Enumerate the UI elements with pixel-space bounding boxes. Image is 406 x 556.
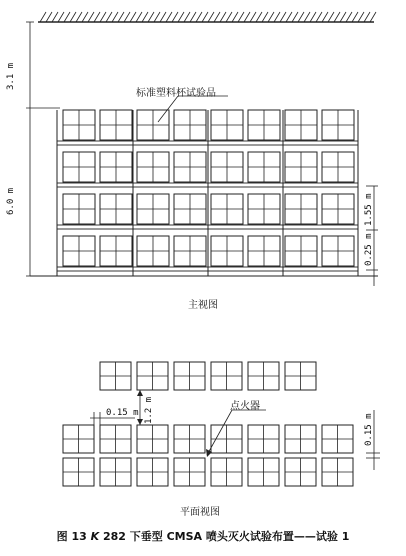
dim-aisle-arrow-bottom (137, 419, 143, 425)
caption-text: 282 下垂型 CMSA 喷头灭火试验布置——试验 1 (102, 530, 350, 543)
hatch-stroke (136, 12, 142, 22)
hatch-stroke (292, 12, 298, 22)
hatch-stroke (304, 12, 310, 22)
hatch-stroke (148, 12, 154, 22)
hatch-stroke (76, 12, 82, 22)
hatch-stroke (316, 12, 322, 22)
hatch-stroke (142, 12, 148, 22)
hatch-stroke (298, 12, 304, 22)
hatch-stroke (328, 12, 334, 22)
hatch-stroke (100, 12, 106, 22)
total-height-label: 6.0 m (6, 187, 16, 215)
flue-space-label: 0.15 m (106, 408, 139, 418)
hatch-stroke (370, 12, 376, 22)
caption-k: K (90, 530, 100, 543)
front-view-title: 主视图 (188, 300, 218, 311)
hatch-stroke (196, 12, 202, 22)
hatch-stroke (40, 12, 46, 22)
ceiling-hatch (38, 12, 376, 22)
hatch-stroke (250, 12, 256, 22)
ignition-label: 点火器 (230, 401, 260, 412)
hatch-stroke (364, 12, 370, 22)
bottom-height-label: 0.25 m (364, 233, 374, 266)
hatch-stroke (64, 12, 70, 22)
hatch-stroke (310, 12, 316, 22)
figure-caption (0, 528, 406, 544)
hatch-stroke (184, 12, 190, 22)
hatch-stroke (166, 12, 172, 22)
hatch-stroke (94, 12, 100, 22)
hatch-stroke (262, 12, 268, 22)
leader-commodity (158, 96, 178, 122)
hatch-stroke (226, 12, 232, 22)
hatch-stroke (346, 12, 352, 22)
hatch-stroke (220, 12, 226, 22)
hatch-stroke (286, 12, 292, 22)
hatch-stroke (202, 12, 208, 22)
hatch-stroke (322, 12, 328, 22)
ceiling-clearance-label: 3.1 m (6, 62, 16, 90)
hatch-stroke (178, 12, 184, 22)
hatch-stroke (190, 12, 196, 22)
dim-aisle-arrow-top (137, 390, 143, 396)
hatch-stroke (172, 12, 178, 22)
hatch-stroke (46, 12, 52, 22)
hatch-stroke (88, 12, 94, 22)
hatch-stroke (124, 12, 130, 22)
hatch-stroke (256, 12, 262, 22)
hatch-stroke (244, 12, 250, 22)
hatch-stroke (280, 12, 286, 22)
hatch-stroke (70, 12, 76, 22)
hatch-stroke (352, 12, 358, 22)
right-gap-label: 0.15 m (364, 413, 374, 446)
front-view-rack (30, 96, 378, 276)
hatch-stroke (82, 12, 88, 22)
aisle-width-label: 1.2 m (144, 396, 154, 424)
hatch-stroke (58, 12, 64, 22)
hatch-stroke (52, 12, 58, 22)
hatch-stroke (118, 12, 124, 22)
caption-prefix: 图 13 (56, 530, 87, 543)
hatch-stroke (214, 12, 220, 22)
plan-view-rack (63, 362, 380, 486)
hatch-stroke (238, 12, 244, 22)
test-commodity-label: 标准塑料杯试验品 (136, 88, 216, 99)
hatch-stroke (154, 12, 160, 22)
hatch-stroke (268, 12, 274, 22)
hatch-stroke (112, 12, 118, 22)
hatch-stroke (160, 12, 166, 22)
hatch-stroke (232, 12, 238, 22)
plan-view-title: 平面视图 (180, 507, 220, 518)
hatch-stroke (106, 12, 112, 22)
hatch-stroke (340, 12, 346, 22)
hatch-stroke (274, 12, 280, 22)
tier-height-label: 1.55 m (364, 193, 374, 226)
hatch-stroke (130, 12, 136, 22)
hatch-stroke (358, 12, 364, 22)
hatch-stroke (208, 12, 214, 22)
hatch-stroke (334, 12, 340, 22)
